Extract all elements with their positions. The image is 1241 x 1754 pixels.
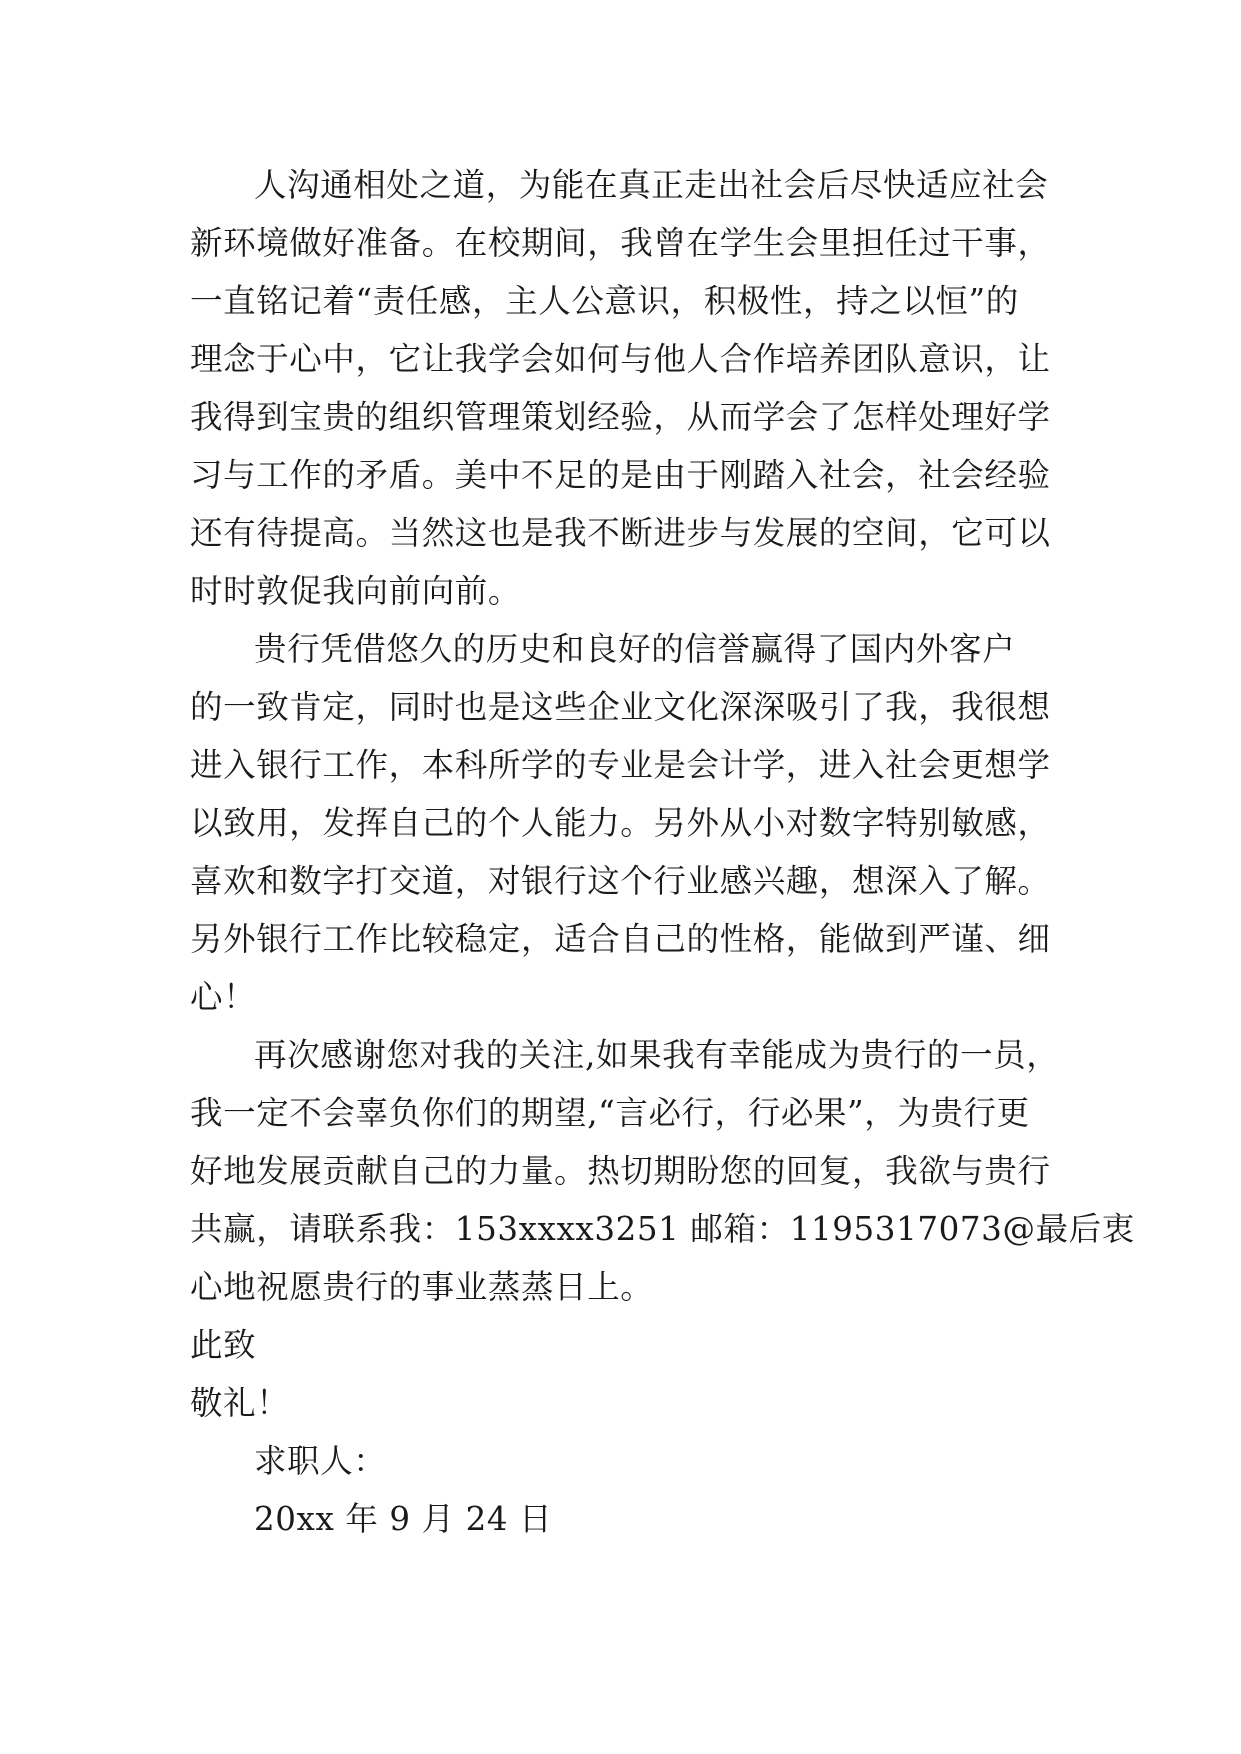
text-line: 进入银行工作，本科所学的专业是会计学，进入社会更想学	[190, 746, 1051, 784]
text-line: 我一定不会辜负你们的期望,“言必行，行必果”，为贵行更	[190, 1094, 1030, 1132]
text-line: 好地发展贡献自己的力量。热切期盼您的回复，我欲与贵行	[190, 1152, 1051, 1190]
text-line: 心！	[190, 978, 257, 1016]
text-line: 心地祝愿贵行的事业蒸蒸日上。	[190, 1268, 654, 1306]
text-line: 一直铭记着“责任感，主人公意识，积极性，持之以恒”的	[190, 282, 1019, 320]
applicant-label: 求职人：	[254, 1442, 387, 1480]
salutation-line-2: 敬礼！	[190, 1384, 290, 1422]
letter-date: 20xx 年 9 月 24 日	[254, 1500, 553, 1538]
text-line: 的一致肯定，同时也是这些企业文化深深吸引了我，我很想	[190, 688, 1051, 726]
text-line: 新环境做好准备。在校期间，我曾在学生会里担任过干事，	[190, 224, 1051, 262]
text-line: 还有待提高。当然这也是我不断进步与发展的空间，它可以	[190, 514, 1051, 552]
letter-body	[190, 156, 1135, 1548]
text-line: 贵行凭借悠久的历史和良好的信誉赢得了国内外客户	[254, 630, 1016, 668]
closing-block	[190, 1316, 1050, 1548]
text-line: 再次感谢您对我的关注,如果我有幸能成为贵行的一员，	[254, 1036, 1060, 1074]
text-line: 我得到宝贵的组织管理策划经验，从而学会了怎样处理好学	[190, 398, 1051, 436]
paragraph-1	[190, 156, 1050, 620]
text-line: 共赢，请联系我：153xxxx3251 邮箱：1195317073@最后衷	[190, 1210, 1135, 1248]
text-line: 习与工作的矛盾。美中不足的是由于刚踏入社会，社会经验	[190, 456, 1051, 494]
text-line: 以致用，发挥自己的个人能力。另外从小对数字特别敏感，	[190, 804, 1051, 842]
paragraph-3	[190, 1026, 1135, 1316]
text-line: 喜欢和数字打交道，对银行这个行业感兴趣，想深入了解。	[190, 862, 1051, 900]
text-line: 另外银行工作比较稳定，适合自己的性格，能做到严谨、细	[190, 920, 1051, 958]
text-line: 理念于心中，它让我学会如何与他人合作培养团队意识，让	[190, 340, 1051, 378]
text-line: 人沟通相处之道，为能在真正走出社会后尽快适应社会	[254, 166, 1049, 204]
text-line: 时时敦促我向前向前。	[190, 572, 522, 610]
salutation-line-1: 此致	[190, 1326, 257, 1364]
paragraph-2	[190, 620, 1050, 1026]
